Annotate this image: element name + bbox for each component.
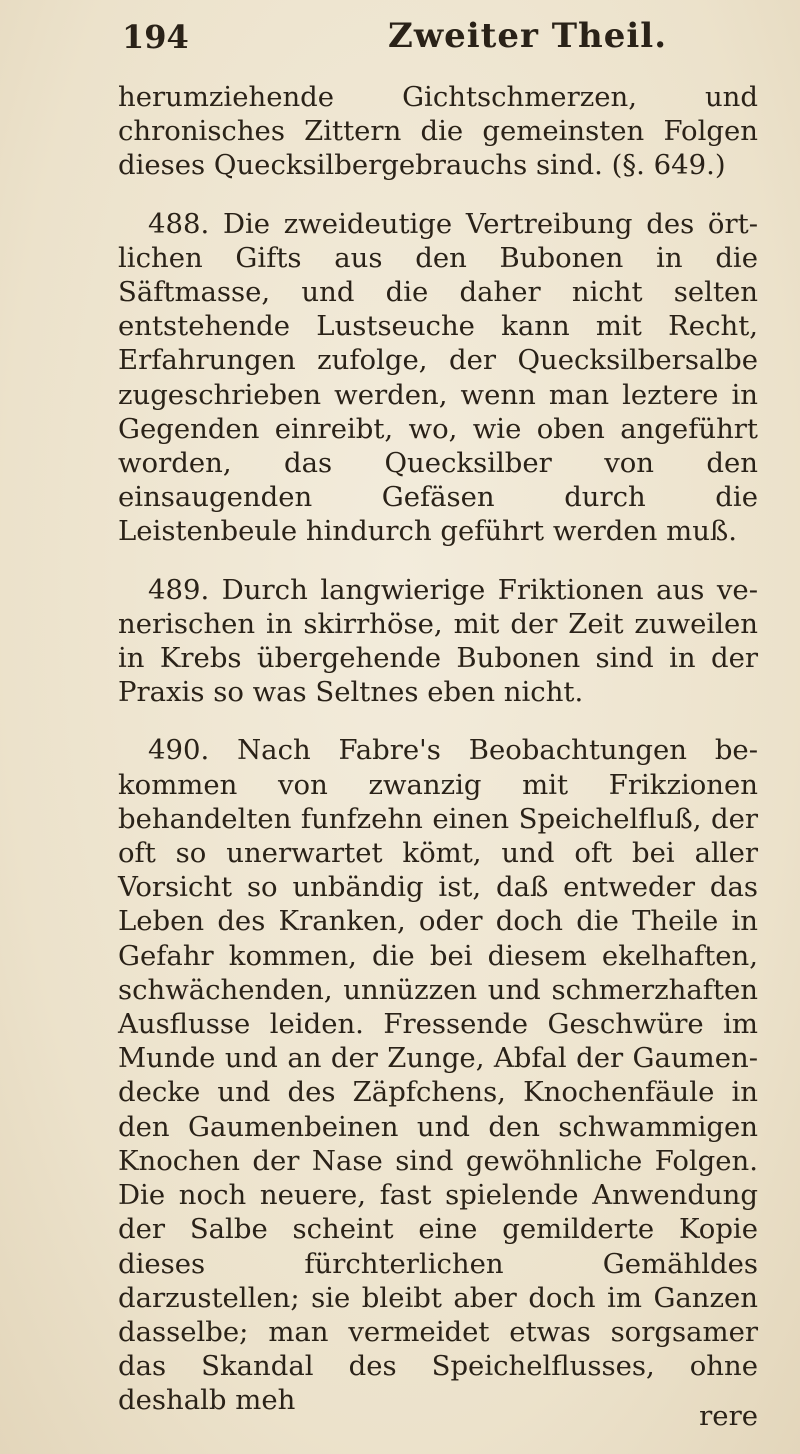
paragraph-continuation: herumziehende Gichtschmerzen, und chronisches Zittern die gemeinsten Folgen dieses Quecksilbergebrauchs sind. (§. 649.) [118, 81, 758, 182]
page-number: 194 [122, 18, 189, 56]
running-title: Zweiter Theil. [388, 16, 668, 56]
paragraph-490: 490. Nach Fabre's Beobachtungen bekommen von zwanzig mit Frikzionen behandelten funfzehn einen Speichelfluß, der oft so unerwartet kömt, und oft bei aller Vorsicht so unbändig ist, daß entweder das Leben des Kranken, oder doch die Theile in Gefahr kommen, die bei diesem ekelhaften, schwächenden, unnüzzen und schmerzhaften Ausflusse leiden. Fressende Geschwüre im Munde und an der Zunge, Abfal der Gaumendecke und des Zäpfchens, Knochenfäule in den Gaumenbeinen und den schwammigen Knochen der Nase sind gewöhnliche Folgen. Die noch neuere, fast spielende Anwendung der Salbe scheint eine gemilderte Kopie dieses fürchterlichen Gemähldes darzustellen; sie bleibt aber doch im Ganzen dasselbe; man vermeidet etwas sorgsamer das Skandal des Speichelflusses, ohne deshalb meh [118, 734, 758, 1417]
catchword: rere [699, 1400, 758, 1432]
paragraph-488: 488. Die zweideutige Vertreibung des örtlichen Gifts aus den Bubonen in die Säftmasse, und die daher nicht selten entstehende Lustseuche kann mit Recht, Erfahrungen zufolge, der Quecksilbersalbe zugeschrieben werden, wenn man leztere in Gegenden einreibt, wo, wie oben angeführt worden, das Quecksilber von den einsaugenden Gefäsen durch die Leistenbeule hindurch geführt werden muß. [118, 207, 758, 548]
page-header [122, 14, 760, 64]
paragraph-489: 489. Durch langwierige Friktionen aus venerischen in skirrhöse, mit der Zeit zuweilen in Krebs übergehende Bubonen sind in der Praxis so was Seltnes eben nicht. [118, 573, 758, 709]
body-text [118, 80, 758, 1418]
